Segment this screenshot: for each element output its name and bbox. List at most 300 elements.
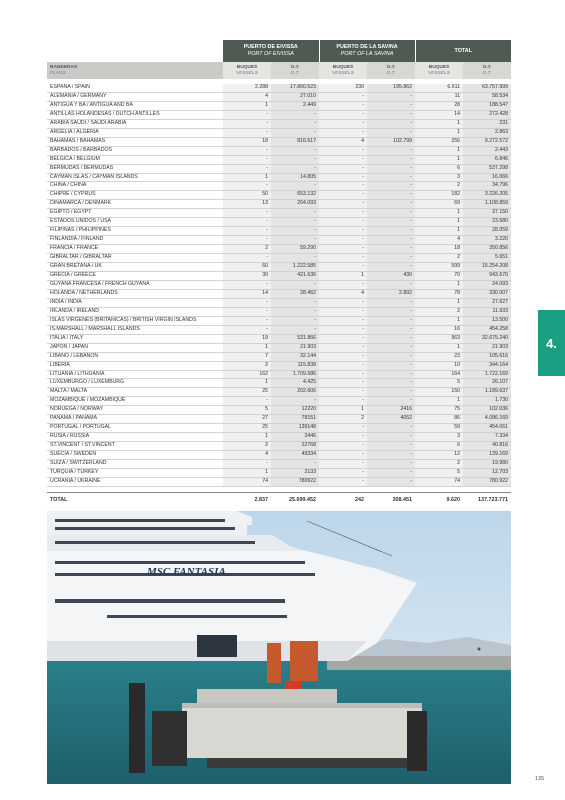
total-vessels-cell: 1 [415,298,463,307]
savina-port-header: PUERTO DE LA SAVINA PORT OF LA SAVINA [319,40,415,62]
eivissa-gt-cell: 2446 [271,433,319,442]
savina-gt-cell: - [367,182,415,191]
table-row [47,227,511,236]
flag-name-cell: TURQUIA / TURKEY [47,468,223,477]
table-row [47,397,511,406]
total-vessels-cell: 1 [415,209,463,218]
savina-gt-cell: - [367,451,415,460]
total-vessels-cell: 1 [415,119,463,128]
total-gt-cell: 2.443 [463,146,511,155]
total-vessels-cell: 59 [415,424,463,433]
table-row [47,110,511,119]
ship-flag-statistics-table [47,40,511,507]
savina-gt-cell: 2416 [367,406,415,415]
flag-name-cell: NORUEGA / NORWAY [47,406,223,415]
savina-vessels-cell: - [319,352,367,361]
eivissa-gt-cell: 49334 [271,451,319,460]
savina-gt-cell: - [367,236,415,245]
savina-vessels-cell: - [319,477,367,486]
flag-name-cell: RUSIA / RUSSIA [47,433,223,442]
total-gt-cell: 37.150 [463,209,511,218]
eivissa-gt-cell: 816.617 [271,137,319,146]
eivissa-vessels-cell: - [223,128,271,137]
savina-vessels-cell: - [319,92,367,101]
savina-vessels-cell: - [319,424,367,433]
total-vessels-cell: 5 [415,468,463,477]
table-row [47,289,511,298]
total-vessels-cell: 86 [415,415,463,424]
eivissa-vessels-cell: - [223,298,271,307]
total-vessels-cell: 963 [415,334,463,343]
savina-gt-cell: - [367,460,415,469]
total-savina-vessels: 242 [319,492,367,507]
savina-vessels-cell: - [319,119,367,128]
eivissa-vessels-cell: 27 [223,415,271,424]
eivissa-gt-cell: - [271,316,319,325]
total-gt-cell: 63.757.999 [463,84,511,92]
eivissa-gt-header: G.T. G.T. [271,62,319,79]
savina-gt-cell: - [367,155,415,164]
total-gt-cell: 7.334 [463,433,511,442]
total-vessels-cell: 1 [415,280,463,289]
total-gt-cell: 3.226.205 [463,191,511,200]
flag-name-cell: ISLAS VIRGENES (BRITANICAS) / BRITISH VIRGIN ISLANDS [47,316,223,325]
total-label: TOTAL [47,492,223,507]
savina-gt-cell: - [367,468,415,477]
flag-name-cell: HOLANDA / NETHERLANDS [47,289,223,298]
savina-vessels-cell: - [319,227,367,236]
total-vessels-cell: 6 [415,442,463,451]
eivissa-vessels-cell: - [223,254,271,263]
savina-gt-cell: - [367,397,415,406]
eivissa-vessels-cell: 19 [223,334,271,343]
savina-gt-cell: - [367,370,415,379]
flag-name-cell: MOZAMBIQUE / MOZAMBIQUE [47,397,223,406]
total-gt-cell: 102.036 [463,406,511,415]
savina-gt-header: G.T. G.T. [367,62,415,79]
total-vessels-cell: 74 [415,477,463,486]
savina-vessels-cell: - [319,173,367,182]
savina-vessels-cell: - [319,388,367,397]
flag-name-cell: ESPAÑA / SPAIN [47,84,223,92]
flag-rows [47,84,511,486]
page-number: 135 [535,776,545,782]
savina-gt-cell: - [367,477,415,486]
total-vessels-cell: 599 [415,263,463,272]
total-vessels-cell: 3 [415,433,463,442]
total-gt-cell: 780.922 [463,477,511,486]
total-vessels-cell: 182 [415,191,463,200]
savina-gt-cell: - [367,388,415,397]
savina-gt-cell: 102.799 [367,137,415,146]
savina-gt-cell: - [367,146,415,155]
total-gt-cell: 344.164 [463,361,511,370]
savina-gt-cell: 4052 [367,415,415,424]
table-row [47,370,511,379]
eivissa-gt-cell: - [271,119,319,128]
total-gt-cell: 26.107 [463,379,511,388]
flag-name-cell: INDIA / INDIA [47,298,223,307]
eivissa-gt-cell: 115.838 [271,361,319,370]
total-gt-cell: 454.258 [463,325,511,334]
eivissa-gt-cell: - [271,325,319,334]
flag-name-cell: LIBERIA [47,361,223,370]
table-row [47,236,511,245]
total-gt-cell: 16.066 [463,173,511,182]
table-row [47,460,511,469]
savina-gt-cell: - [367,101,415,110]
savina-vessels-cell: - [319,146,367,155]
total-savina-gt: 308.451 [367,492,415,507]
eivissa-gt-cell: 653.132 [271,191,319,200]
eivissa-gt-cell: 28.462 [271,289,319,298]
total-gt-cell: 231 [463,119,511,128]
flag-name-cell: FILIPINAS / PHILIPPINES [47,227,223,236]
total-gt-cell: 21.903 [463,343,511,352]
port-header-row [47,40,511,62]
savina-vessels-cell: - [319,254,367,263]
eivissa-vessels-cell: - [223,164,271,173]
eivissa-gt-cell: 27.010 [271,92,319,101]
total-vessels-cell: 12 [415,451,463,460]
total-vessels-cell: 75 [415,406,463,415]
flag-name-cell: UCRANIA / UKRAINE [47,477,223,486]
savina-vessels-cell: - [319,280,367,289]
total-vessels-cell: 1 [415,397,463,406]
table-row [47,218,511,227]
table-row [47,325,511,334]
eivissa-vessels-cell: - [223,119,271,128]
eivissa-vessels-cell: 25 [223,388,271,397]
savina-vessels-cell: - [319,236,367,245]
savina-vessels-cell: - [319,460,367,469]
eivissa-gt-cell: 78151 [271,415,319,424]
total-vessels-cell: 2 [415,254,463,263]
total-vessels-cell: 2 [415,460,463,469]
flag-name-cell: BERMUDAS / BERMUDAS [47,164,223,173]
eivissa-vessels-cell: - [223,182,271,191]
eivissa-gt-cell: - [271,146,319,155]
total-vessels-cell: 10 [415,361,463,370]
savina-vessels-cell: - [319,307,367,316]
flag-name-cell: LITUANIA / LITHUANIA [47,370,223,379]
eivissa-vessels-cell: - [223,397,271,406]
eivissa-gt-cell: 780922 [271,477,319,486]
eivissa-gt-cell: - [271,218,319,227]
savina-gt-cell: - [367,164,415,173]
table-row [47,361,511,370]
table-row [47,388,511,397]
savina-vessels-cell: 1 [319,406,367,415]
savina-vessels-cell: - [319,110,367,119]
savina-gt-cell: - [367,200,415,209]
flag-name-cell: PANAMA / PANAMA [47,415,223,424]
table-row [47,245,511,254]
flag-name-cell: GIBRALTAR / GIBRALTAR [47,254,223,263]
eivissa-gt-cell: 32.144 [271,352,319,361]
flag-name-cell: ESTADOS UNIDOS / USA [47,218,223,227]
total-gt-cell: 6.846 [463,155,511,164]
eivissa-vessels-cell: - [223,209,271,218]
eivissa-gt-cell: 12220 [271,406,319,415]
savina-gt-cell: - [367,128,415,137]
eivissa-vessels-cell: 1 [223,379,271,388]
total-gt-cell: 19.980 [463,460,511,469]
flag-name-cell: LUXEMBURGO / LUXEMBURG [47,379,223,388]
table-row [47,451,511,460]
flag-name-cell: BARBADOS / BARBADOS [47,146,223,155]
table-row [47,442,511,451]
total-row [47,492,511,507]
savina-gt-cell: - [367,280,415,289]
savina-vessels-cell: - [319,433,367,442]
savina-vessels-cell: - [319,164,367,173]
eivissa-vessels-cell: - [223,110,271,119]
savina-gt-cell: - [367,173,415,182]
table-row [47,84,511,92]
eivissa-vessels-cell: 2 [223,442,271,451]
savina-vessels-cell: - [319,182,367,191]
flag-name-cell: MALTA / MALTA [47,388,223,397]
total-gt-cell: 272.428 [463,110,511,119]
eivissa-vessels-cell: 18 [223,137,271,146]
eivissa-port-header: PUERTO DE EIVISSA PORT OF EIVISSA [223,40,319,62]
flags-table [47,40,511,507]
savina-vessels-cell: - [319,334,367,343]
table-row [47,209,511,218]
eivissa-vessels-cell: 7 [223,352,271,361]
savina-vessels-cell: - [319,191,367,200]
savina-gt-cell: - [367,119,415,128]
savina-vessels-cell: - [319,263,367,272]
savina-vessels-cell: - [319,361,367,370]
savina-gt-cell: - [367,110,415,119]
eivissa-gt-cell: 202.606 [271,388,319,397]
eivissa-gt-cell: 1.709.586 [271,370,319,379]
section-tab: 4. [538,310,565,376]
total-vessels-cell: 1 [415,343,463,352]
table-row [47,334,511,343]
flag-name-cell: IS.MARSHALL / MARSHALL ISLANDS [47,325,223,334]
total-gt-cell: 105.616 [463,352,511,361]
eivissa-vessels-cell: 1 [223,468,271,477]
total-gt-cell: 4.086.169 [463,415,511,424]
eivissa-vessels-cell: - [223,307,271,316]
eivissa-gt-cell: 421.636 [271,272,319,281]
savina-vessels-cell: - [319,316,367,325]
ship-name-text: MSC FANTASIA [147,566,226,578]
savina-vessels-cell: - [319,155,367,164]
total-all-vessels: 9.620 [415,492,463,507]
flag-name-cell: ANTILLAS HOLANDESAS / DUTCH ANTILLES [47,110,223,119]
total-vessels-cell: 6.611 [415,84,463,92]
total-gt-cell: 9.272.572 [463,137,511,146]
table-row [47,477,511,486]
total-vessels-cell: 2 [415,307,463,316]
table-row [47,272,511,281]
eivissa-gt-cell: 4.425 [271,379,319,388]
total-gt-cell: 40.816 [463,442,511,451]
savina-vessels-cell: - [319,128,367,137]
total-vessels-cell: 70 [415,272,463,281]
eivissa-vessels-cell: 25 [223,424,271,433]
savina-gt-cell: - [367,254,415,263]
eivissa-vessels-cell: 74 [223,477,271,486]
eivissa-vessels-cell: 4 [223,92,271,101]
savina-vessels-cell: - [319,101,367,110]
table-row [47,173,511,182]
table-row [47,424,511,433]
flag-name-cell: CHIPRE / CYPRUS [47,191,223,200]
table-row [47,155,511,164]
savina-gt-cell: - [367,307,415,316]
eivissa-vessels-cell: 2.288 [223,84,271,92]
flag-name-cell: JAPON / JAPAN [47,343,223,352]
table-row [47,191,511,200]
savina-vessels-cell: - [319,442,367,451]
table-row [47,415,511,424]
eivissa-gt-cell: - [271,164,319,173]
total-vessels-cell: 78 [415,289,463,298]
total-vessels-cell: 3 [415,173,463,182]
savina-vessels-cell: - [319,379,367,388]
total-gt-cell: 1.730 [463,397,511,406]
total-gt-cell: 32.675.240 [463,334,511,343]
flag-name-cell: ARGELIA / ALGERIA [47,128,223,137]
eivissa-vessels-cell: 1 [223,173,271,182]
flag-name-cell: FINLANDIA / FINLAND [47,236,223,245]
eivissa-vessels-cell: - [223,460,271,469]
table-row [47,101,511,110]
savina-vessels-cell: 1 [319,272,367,281]
total-gt-cell: 28.059 [463,227,511,236]
eivissa-gt-cell: 17.860.523 [271,84,319,92]
cruise-ship-photo [47,511,511,784]
total-gt-cell: 1.108.859 [463,200,511,209]
total-gt-cell: 12.703 [463,468,511,477]
savina-gt-cell: 2.892 [367,289,415,298]
flag-name-cell: IRLANDA / IRELAND [47,307,223,316]
savina-vessels-cell: - [319,343,367,352]
total-vessels-cell: 2 [415,182,463,191]
savina-gt-cell: - [367,361,415,370]
savina-gt-cell: - [367,334,415,343]
savina-vessels-cell: - [319,200,367,209]
eivissa-gt-cell: 22768 [271,442,319,451]
table-row [47,137,511,146]
eivissa-gt-cell: 204.093 [271,200,319,209]
total-vessels-cell: 18 [415,245,463,254]
eivissa-gt-cell: - [271,254,319,263]
savina-gt-cell: - [367,424,415,433]
flag-name-cell: BELGICA / BELGIUM [47,155,223,164]
flag-name-cell: GUYANA FRANCESA / FRENCH GUYANA [47,280,223,289]
flag-name-cell: BAHAMAS / BAHAMAS [47,137,223,146]
flag-name-cell: ANTIGUA Y BA / ANTIGUA AND BA [47,101,223,110]
table-row [47,433,511,442]
ship-illustration [47,511,511,784]
eivissa-gt-cell: - [271,298,319,307]
column-header-row [47,62,511,79]
eivissa-vessels-cell: 5 [223,406,271,415]
total-gt-cell: 13.500 [463,316,511,325]
savina-gt-cell: - [367,227,415,236]
total-gt-cell: 11.933 [463,307,511,316]
eivissa-gt-cell: - [271,182,319,191]
total-vessels-cell: 1 [415,155,463,164]
eivissa-vessels-cell: 162 [223,370,271,379]
savina-vessels-cell: - [319,298,367,307]
savina-gt-cell: - [367,218,415,227]
eivissa-vessels-cell: 4 [223,451,271,460]
table-row [47,146,511,155]
table-row [47,280,511,289]
table-row [47,468,511,477]
eivissa-vessels-cell: - [223,236,271,245]
table-row [47,343,511,352]
eivissa-vessels-cell: 50 [223,191,271,200]
savina-gt-cell: - [367,325,415,334]
flag-name-cell: GRECIA / GREECE [47,272,223,281]
table-row [47,263,511,272]
eivissa-vessels-cell: 1 [223,433,271,442]
savina-vessels-cell: - [319,370,367,379]
savina-vessels-cell: - [319,209,367,218]
eivissa-gt-cell: - [271,397,319,406]
total-vessels-cell: 28 [415,101,463,110]
total-gt-cell: 537.298 [463,164,511,173]
eivissa-gt-cell: 2.449 [271,101,319,110]
savina-gt-cell: - [367,343,415,352]
table-row [47,128,511,137]
eivissa-vessels-cell: - [223,155,271,164]
savina-vessels-cell: - [319,245,367,254]
eivissa-vessels-header: BUQUES VESSELS [223,62,271,79]
total-vessels-cell: 1 [415,316,463,325]
eivissa-vessels-cell: 1 [223,343,271,352]
savina-gt-cell: - [367,442,415,451]
eivissa-gt-cell: 139148 [271,424,319,433]
total-gt-cell: 1.189.637 [463,388,511,397]
total-all-gt: 137.723.771 [463,492,511,507]
total-vessels-cell: 256 [415,137,463,146]
total-vessels-cell: 164 [415,370,463,379]
total-vessels-cell: 1 [415,227,463,236]
total-vessels-cell: 23 [415,352,463,361]
savina-vessels-cell: - [319,325,367,334]
flag-name-cell: ITALIA / ITALY [47,334,223,343]
total-gt-cell: 188.547 [463,101,511,110]
eivissa-vessels-cell: 2 [223,361,271,370]
savina-vessels-cell: 2 [319,415,367,424]
savina-vessels-cell: 4 [319,137,367,146]
eivissa-gt-cell: - [271,155,319,164]
flag-name-cell: SUECIA / SWEDEN [47,451,223,460]
savina-gt-cell: - [367,298,415,307]
total-gt-cell: 3.220 [463,236,511,245]
savina-gt-cell: 195.862 [367,84,415,92]
total-vessels-cell: 150 [415,388,463,397]
eivissa-vessels-cell: 1 [223,101,271,110]
total-gt-cell: 943.670 [463,272,511,281]
table-row [47,200,511,209]
total-gt-cell: 2.863 [463,128,511,137]
eivissa-gt-cell: - [271,460,319,469]
total-gt-cell: 24.093 [463,280,511,289]
savina-gt-cell: - [367,316,415,325]
savina-gt-cell: 430 [367,272,415,281]
total-gt-cell: 34.796 [463,182,511,191]
